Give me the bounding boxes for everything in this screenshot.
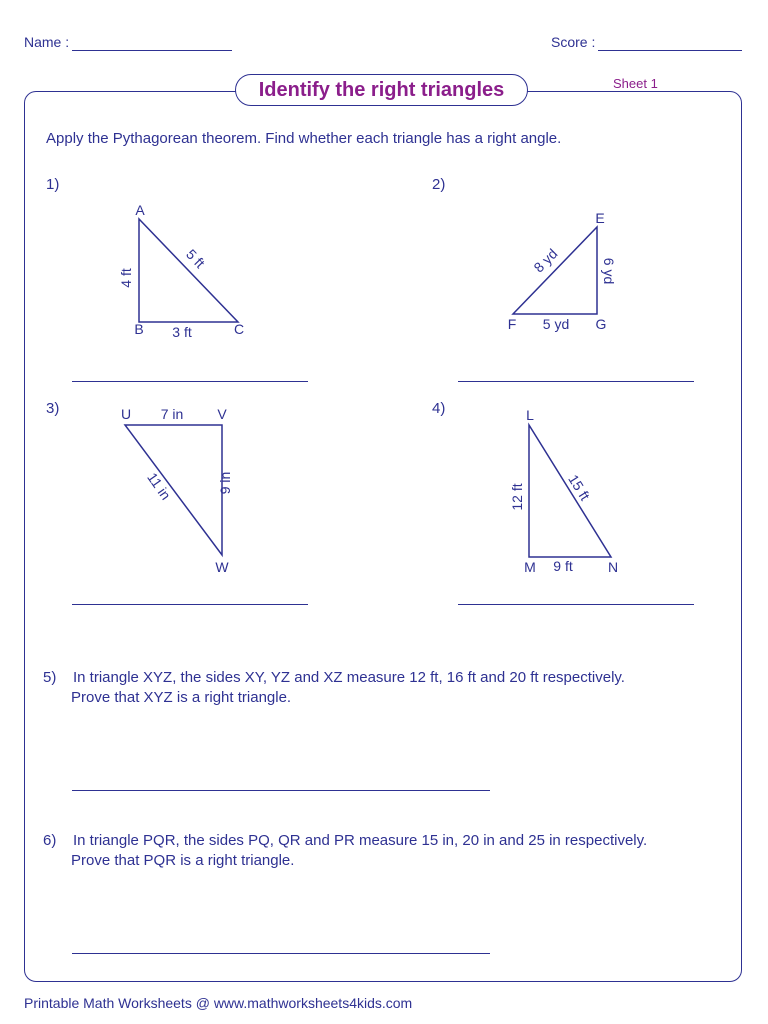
- worksheet-title: Identify the right triangles: [258, 78, 505, 101]
- answer-line-5[interactable]: [72, 790, 490, 791]
- t4-vertex-n: N: [607, 559, 619, 575]
- t1-side-ac: 5 ft: [183, 245, 209, 272]
- t3-vertex-w: W: [215, 559, 229, 575]
- answer-line-3[interactable]: [72, 604, 308, 605]
- answer-line-6[interactable]: [72, 953, 490, 954]
- problem-6-number: 6): [43, 832, 57, 849]
- sheet-label: Sheet 1: [613, 76, 658, 91]
- footer-link[interactable]: www.mathworksheets4kids.com: [213, 995, 413, 1011]
- t2-side-eg: 6 yd: [601, 257, 617, 285]
- t4-side-ln: 15 ft: [565, 471, 594, 504]
- triangle-3: [125, 425, 222, 555]
- t1-side-bc: 3 ft: [172, 324, 192, 340]
- t2-vertex-f: F: [507, 316, 517, 332]
- problem-5-number: 5): [43, 669, 57, 686]
- answer-line-2[interactable]: [458, 381, 694, 382]
- triangle-2: [513, 227, 597, 314]
- t1-vertex-a: A: [135, 202, 145, 218]
- t3-vertex-u: U: [120, 406, 132, 422]
- t2-vertex-g: G: [595, 316, 607, 332]
- footer-prefix: Printable Math Worksheets @: [24, 995, 214, 1011]
- triangle-1: [139, 219, 238, 322]
- t1-vertex-b: B: [134, 321, 144, 337]
- name-label: Name :: [24, 34, 70, 50]
- instructions: Apply the Pythagorean theorem. Find whether each triangle has a right angle.: [46, 130, 562, 147]
- t2-vertex-e: E: [595, 210, 605, 226]
- problem-4-number: 4): [432, 400, 446, 417]
- t1-vertex-c: C: [233, 321, 245, 337]
- problem-3-number: 3): [46, 400, 60, 417]
- t3-side-uw: 11 in: [144, 469, 175, 503]
- triangle-4: [529, 425, 611, 557]
- score-label: Score :: [551, 34, 596, 50]
- answer-line-4[interactable]: [458, 604, 694, 605]
- t1-side-ab: 4 ft: [118, 268, 134, 288]
- answer-line-1[interactable]: [72, 381, 308, 382]
- t3-vertex-v: V: [217, 406, 227, 422]
- t4-side-lm: 12 ft: [509, 483, 525, 511]
- problem-1-number: 1): [46, 176, 60, 193]
- problem-2-number: 2): [432, 176, 446, 193]
- problem-6-line1: In triangle PQR, the sides PQ, QR and PR measure 15 in, 20 in and 25 in respectively.: [73, 832, 648, 849]
- problem-5-line1: In triangle XYZ, the sides XY, YZ and XZ measure 12 ft, 16 ft and 20 ft respectively.: [73, 669, 625, 686]
- footer: [24, 995, 412, 1011]
- problem-5-line2: Prove that XYZ is a right triangle.: [71, 689, 292, 706]
- t2-side-ef: 8 yd: [530, 245, 561, 276]
- t3-side-uv: 7 in: [160, 406, 184, 422]
- t4-side-mn: 9 ft: [553, 558, 573, 574]
- t4-vertex-m: M: [524, 559, 536, 575]
- t3-side-vw: 9 in: [217, 471, 233, 495]
- problem-6-line2: Prove that PQR is a right triangle.: [71, 852, 295, 869]
- t4-vertex-l: L: [526, 407, 534, 423]
- t2-side-fg: 5 yd: [542, 316, 570, 332]
